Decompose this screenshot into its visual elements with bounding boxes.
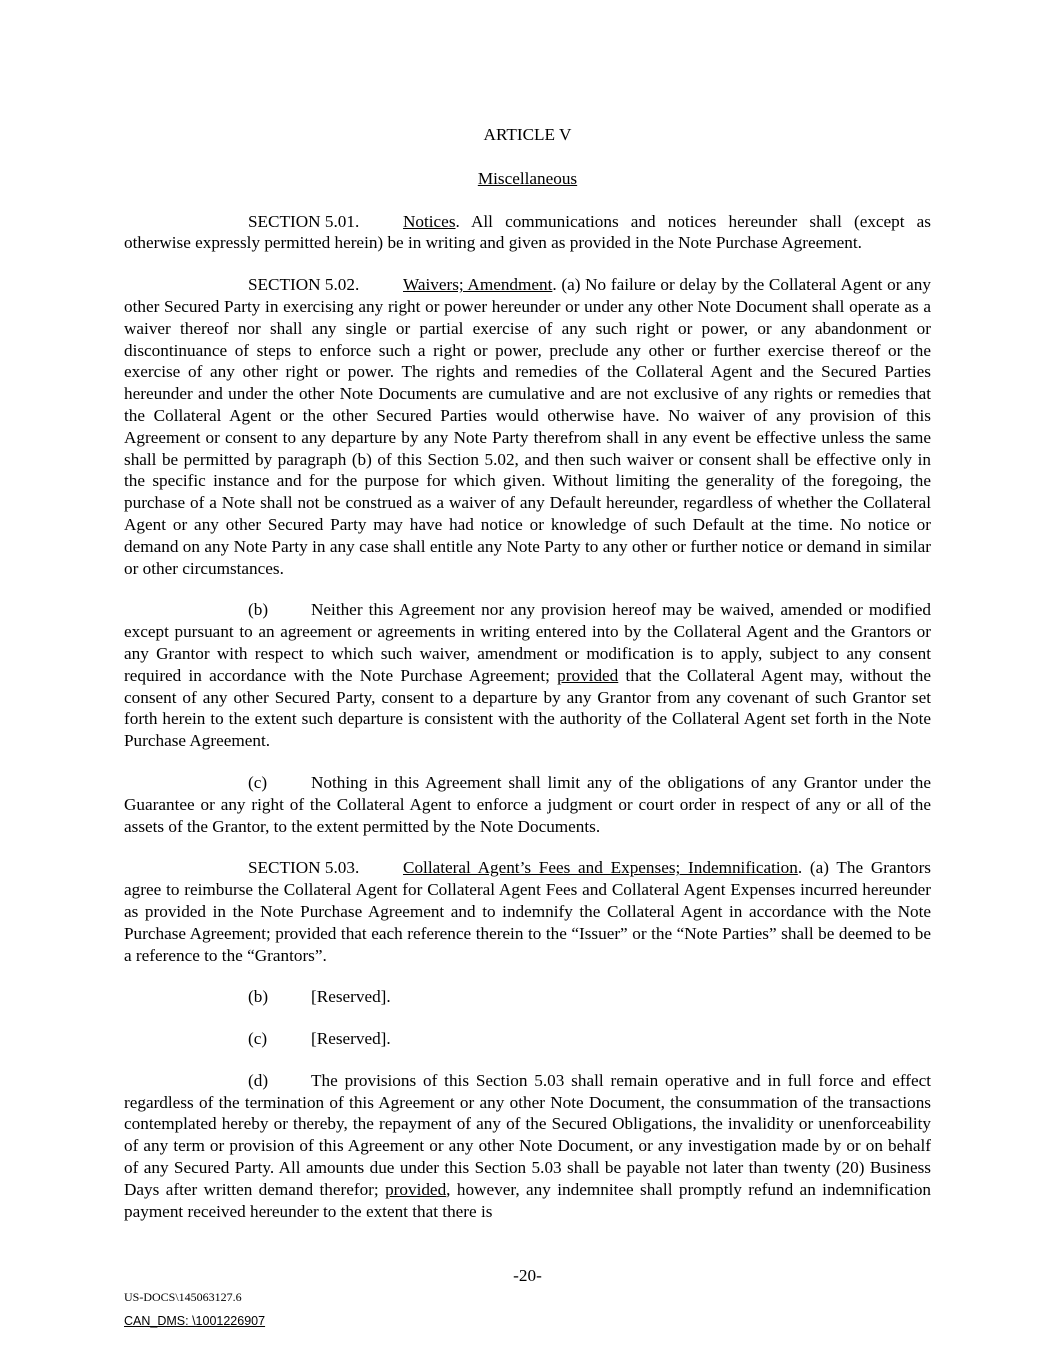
document-id: US-DOCS\145063127.6	[124, 1290, 242, 1304]
section-5-03-title: Collateral Agent’s Fees and Expenses; Indemnification	[403, 858, 798, 878]
section-5-03-d-body-end: , however, any indemnitee shall promptly refund an indemnification payment received hereunder to the extent that there is	[124, 1179, 932, 1221]
section-5-01	[124, 211, 931, 255]
section-5-03-d-label: (d)	[248, 1070, 269, 1090]
section-5-03-number: SECTION 5.03.	[248, 858, 360, 878]
section-5-03-d-provided: provided	[385, 1179, 447, 1199]
section-5-02-b-label: (b)	[248, 600, 269, 620]
section-5-02-a-body: . (a) No failure or delay by the Collateral Agent or any other Secured Party in exercising any right or power hereunder or under any other Note Document shall operate as a waiver thereof nor shall any single or partial exercise of any such right or power, or any abandonment or discontinuance of steps to enforce such a right or power, preclude any other or further exercise thereof or the exercise of any other right or power. The rights and remedies of the Collateral Agent and the Secured Parties hereunder and under the other Note Documents are cumulative and are not exclusive of any rights or remedies that the Collateral Agent or the other Secured Parties would otherwise have. No waiver of any provision of this Agreement or consent to any departure by any Note Party therefrom shall in any event be effective unless the same shall be permitted by paragraph (b) of this Section 5.02, and then such waiver or consent shall be effective only in the specific instance and for the purpose for which given. Without limiting the generality of the foregoing, the purchase of a Note shall not be construed as a waiver of any Default hereunder, regardless of whether the Collateral Agent or any other Secured Party may have had notice or knowledge of such Default at the time. No notice or demand on any Note Party in any case shall entitle any Note Party to any other or further notice or demand in similar or other circumstances.	[124, 275, 931, 578]
document-page	[124, 124, 931, 1242]
section-5-02-a	[124, 274, 931, 579]
section-5-03-b-body: [Reserved].	[311, 987, 391, 1007]
article-heading-text: Miscellaneous	[477, 168, 578, 188]
article-heading	[124, 168, 931, 190]
section-5-03-a-body: . (a) The Grantors agree to reimburse the Collateral Agent for Collateral Agent Fees and Collateral Agent Expenses incurred hereunder as provided in the Note Purchase Agreement and to indemnify the Collateral Agent in accordance with the Note Purchase Agreement; provided that each reference therein to the “Issuer” or the “Note Parties” shall be deemed to be a reference to the “Grantors”.	[124, 858, 931, 965]
article-title: ARTICLE V	[483, 125, 572, 144]
section-5-03-b-label: (b)	[248, 987, 269, 1007]
section-5-03-c	[124, 1028, 931, 1050]
page-number: -20-	[513, 1266, 542, 1285]
section-5-02-b-body-end: that the Collateral Agent may, without the consent of any other Secured Party, consent to a departure by any Grantor from any covenant of such Grantor set forth herein to the extent such departure is consistent with the authority of the Collateral Agent set forth in the Note Purchase Agreement.	[124, 665, 931, 751]
section-5-02-b-provided: provided	[557, 665, 619, 685]
section-5-01-number: SECTION 5.01.	[248, 211, 360, 231]
section-5-01-body: . All communications and notices hereunder shall (except as otherwise expressly permitted herein) be in writing and given as provided in the Note Purchase Agreement.	[124, 211, 931, 253]
section-5-02-number: SECTION 5.02.	[248, 275, 360, 295]
section-5-02-b-body: Neither this Agreement nor any provision hereof may be waived, amended or modified except pursuant to an agreement or agreements in writing entered into by the Collateral Agent and the Grantors or any Grantor with respect to which such waiver, amendment or modification is to apply, subject to any consent required in accordance with the Note Purchase Agreement;	[124, 600, 931, 685]
section-5-03-c-label: (c)	[248, 1029, 268, 1049]
section-5-03-d-body: The provisions of this Section 5.03 shall remain operative and in full force and effect regardless of the termination of this Agreement or any other Note Document, the consummation of the transactions contemplated hereby or thereby, the repayment of any of the Secured Obligations, the invalidity or unenforceability of any term or provision of this Agreement or any other Note Document, or any investigation made by or on behalf of any Secured Party. All amounts due under this Section 5.03 shall be payable not later than twenty (20) Business Days after written demand therefor;	[124, 1070, 931, 1199]
section-5-03-b	[124, 986, 931, 1008]
section-5-03-c-body: [Reserved].	[311, 1029, 391, 1049]
section-5-01-title: Notices	[403, 211, 456, 231]
section-5-02-b	[124, 599, 931, 752]
section-5-02-c-body: Nothing in this Agreement shall limit any of the obligations of any Grantor under the Guarantee or any right of the Collateral Agent to enforce a judgment or court order in respect of any or all of the assets of the Grantor, to the extent permitted by the Note Documents.	[124, 772, 931, 836]
section-5-02-c-label: (c)	[248, 772, 268, 792]
section-5-02-c	[124, 772, 931, 837]
dms-id: CAN_DMS: \1001226907	[124, 1314, 266, 1328]
section-5-03-d	[124, 1070, 931, 1223]
section-5-03-a	[124, 857, 931, 966]
section-5-02-title: Waivers; Amendment	[403, 275, 553, 295]
